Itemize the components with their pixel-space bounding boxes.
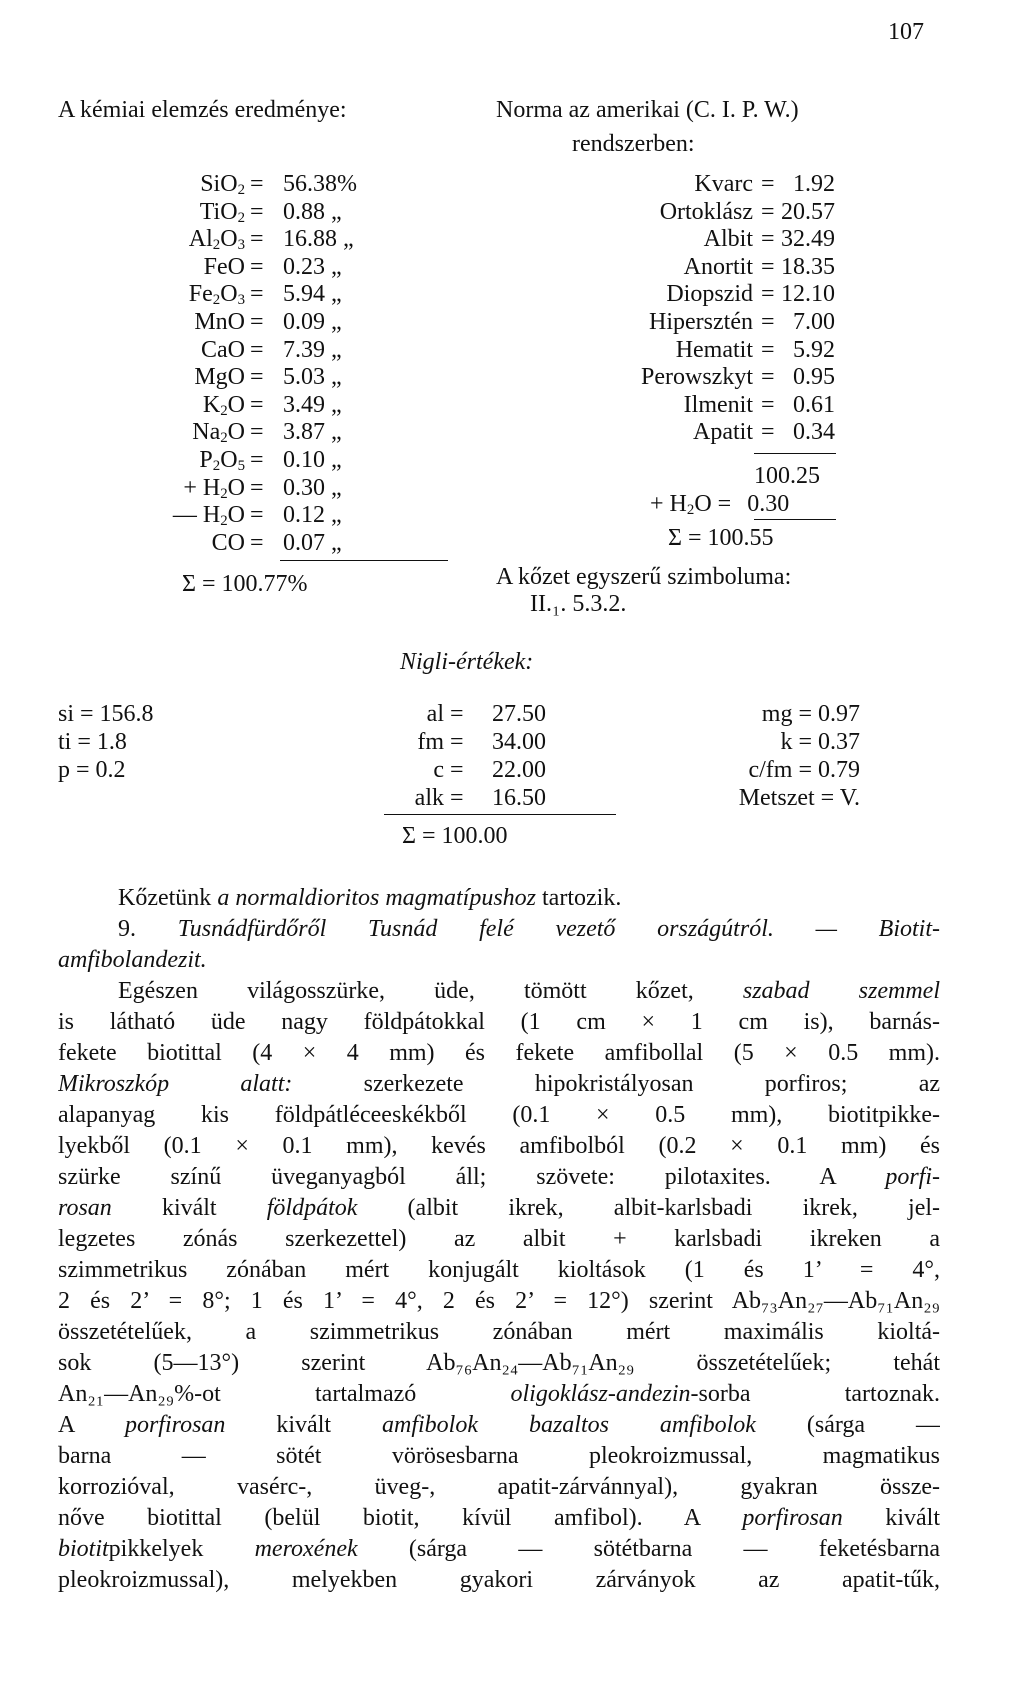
oxide-value: 5.94 „ bbox=[283, 281, 342, 308]
mineral-name: Apatit bbox=[693, 419, 753, 446]
text-line: Egészen világosszürke, üde, tömött kőzet, szabad szemmel bbox=[118, 978, 940, 1004]
nigli-value: k = 0.37 bbox=[780, 729, 860, 755]
norm-rule-2 bbox=[754, 519, 836, 520]
text-line: is látható üde nagy földpátokkal (1 cm × 1 cm is), barnás- bbox=[58, 1009, 940, 1035]
oxide-value: 7.39 „ bbox=[283, 336, 342, 363]
oxide-formula: $Na_2O$ bbox=[192, 419, 245, 447]
equals-sign: = bbox=[450, 785, 464, 811]
mineral-value: 20.57 bbox=[781, 198, 835, 225]
norm-sum: Σ = 100.55 bbox=[668, 525, 774, 551]
oxide-value: 16.88 „ bbox=[283, 226, 354, 253]
norm-subtotal: 100.25 bbox=[754, 463, 820, 489]
equals-sign: = bbox=[250, 419, 264, 446]
nigli-value: ti = 1.8 bbox=[58, 729, 127, 755]
text-body bbox=[58, 883, 940, 1596]
text-line: Mikroszkóp alatt: szerkezete hipokristályosan porfiros; az bbox=[58, 1071, 940, 1097]
oxide-value: 5.03 „ bbox=[283, 364, 342, 391]
oxide-value: 3.87 „ bbox=[283, 419, 342, 446]
nigli-left bbox=[58, 700, 218, 800]
classification-line: Kőzetünk a normaldioritos magmatípushoz tartozik. bbox=[118, 885, 622, 911]
norm-water-formula: + $H_2O$ = bbox=[650, 491, 732, 518]
text-line: szimmetrikus zónában mért konjugált kioltások (1 és 1’ = 4°, bbox=[58, 1257, 940, 1283]
nigli-value: c/fm = 0.79 bbox=[748, 757, 860, 783]
section-heading-cont: amfibolandezit. bbox=[58, 947, 207, 973]
oxide-value: 0.09 „ bbox=[283, 309, 342, 335]
oxide-value: 0.10 „ bbox=[283, 447, 342, 473]
text-line: összetételűek, a szimmetrikus zónában mért maximális kioltá- bbox=[58, 1319, 940, 1345]
nigli-value: Metszet = V. bbox=[738, 785, 860, 811]
oxide-formula: FeO bbox=[203, 253, 245, 280]
nigli-value: 34.00 bbox=[492, 729, 546, 755]
text-line: An₂₁—An₂₉%-ot tartalmazó oligoklász-andezin-sorba tartoznak. bbox=[58, 1381, 940, 1407]
mineral-name: Hematit bbox=[675, 336, 753, 363]
equals-sign: = bbox=[250, 529, 264, 556]
mineral-name: Ortoklász bbox=[659, 198, 753, 225]
equals-sign: = bbox=[761, 198, 775, 225]
oxide-value: 3.49 „ bbox=[283, 391, 342, 418]
heading-chemical: A kémiai elemzés eredménye: bbox=[58, 97, 347, 123]
nigli-name: al bbox=[426, 701, 444, 727]
nigli-rule bbox=[384, 814, 616, 815]
oxide-formula: $P_2O_5$ bbox=[199, 447, 245, 474]
oxide-value: 0.88 „ bbox=[283, 198, 342, 225]
symbol-line-1: A kőzet egyszerű szimboluma: bbox=[496, 564, 792, 590]
text-line: nőve biotittal (belül biotit, kívül amfibol). A porfirosan kivált bbox=[58, 1505, 940, 1531]
heading-norm-sub: rendszerben: bbox=[572, 131, 695, 157]
text-line: biotitpikkelyek meroxének (sárga — sötétbarna — feketésbarna bbox=[58, 1536, 940, 1562]
oxide-formula: MgO bbox=[194, 364, 245, 391]
equals-sign: = bbox=[250, 309, 264, 335]
mineral-value: 0.95 bbox=[793, 364, 835, 391]
norm-water bbox=[650, 490, 789, 522]
section-heading: 9. Tusnádfürdőről Tusnád felé vezető országútról. — Biotit- bbox=[118, 916, 940, 942]
nigli-name: c bbox=[433, 757, 444, 783]
equals-sign: = bbox=[250, 281, 264, 308]
heading-norm: Norma az amerikai (C. I. P. W.) bbox=[496, 97, 799, 123]
mineral-value: 7.00 bbox=[793, 309, 835, 335]
nigli-value: p = 0.2 bbox=[58, 757, 126, 783]
text-line: lyekből (0.1 × 0.1 mm), kevés amfibolból (0.2 × 0.1 mm) és bbox=[58, 1133, 940, 1159]
mineral-name: Kvarc bbox=[694, 171, 753, 197]
oxide-formula: $K_2O$ bbox=[202, 391, 245, 419]
page-number: 107 bbox=[888, 19, 924, 45]
mineral-value: 18.35 bbox=[781, 253, 835, 280]
text-line: legzetes zónás szerkezettel) az albit + karlsbadi ikreken a bbox=[58, 1226, 940, 1252]
nigli-value: si = 156.8 bbox=[58, 701, 154, 727]
oxide-formula: $Al_2O_3$ bbox=[188, 226, 245, 254]
oxide-formula: SiO$_2$ bbox=[200, 171, 245, 198]
chemical-table bbox=[0, 170, 480, 570]
oxide-value: 0.07 „ bbox=[283, 529, 342, 556]
nigli-value: 16.50 bbox=[492, 785, 546, 811]
mineral-name: Anortit bbox=[683, 253, 753, 280]
text-line: fekete biotittal (4 × 4 mm) és fekete amfibollal (5 × 0.5 mm). bbox=[58, 1040, 940, 1066]
oxide-value: 0.30 „ bbox=[283, 474, 342, 501]
oxide-formula: + $H_2O$ bbox=[183, 474, 245, 502]
text-line: barna — sötét vörösesbarna pleokroizmussal, magmatikus bbox=[58, 1443, 940, 1469]
equals-sign: = bbox=[250, 336, 264, 363]
nigli-name: fm bbox=[417, 729, 444, 755]
nigli-value: 22.00 bbox=[492, 757, 546, 783]
text-line: 2 és 2’ = 8°; 1 és 1’ = 4°, 2 és 2’ = 12°) szerint Ab₇₃An₂₇—Ab₇₁An₂₉ bbox=[58, 1288, 940, 1314]
equals-sign: = bbox=[250, 253, 264, 280]
equals-sign: = bbox=[761, 364, 775, 391]
mineral-value: 5.92 bbox=[793, 336, 835, 363]
equals-sign: = bbox=[450, 729, 464, 755]
nigli-value: mg = 0.97 bbox=[761, 701, 860, 727]
equals-sign: = bbox=[450, 757, 464, 783]
symbol-line-2: II.₁. 5.3.2. bbox=[530, 591, 627, 617]
text-line: A porfirosan kivált amfibolok bazaltos amfibolok (sárga — bbox=[58, 1412, 940, 1438]
norm-water-value: 0.30 bbox=[747, 491, 790, 517]
chemical-sum: Σ = 100.77% bbox=[182, 571, 308, 597]
equals-sign: = bbox=[761, 336, 775, 363]
equals-sign: = bbox=[761, 226, 775, 253]
oxide-formula: TiO$_2$ bbox=[199, 198, 245, 226]
norm-table bbox=[480, 170, 1000, 480]
text-line: pleokroizmussal), melyekben gyakori zárványok az apatit-tűk, bbox=[58, 1567, 940, 1593]
nigli-mid bbox=[380, 700, 620, 820]
oxide-value: 0.12 „ bbox=[283, 502, 342, 529]
oxide-formula: $Fe_2O_3$ bbox=[188, 281, 245, 309]
oxide-formula: MnO bbox=[194, 309, 245, 335]
mineral-value: 12.10 bbox=[781, 281, 835, 308]
mineral-value: 1.92 bbox=[793, 171, 835, 197]
description-lines bbox=[58, 976, 940, 1596]
text-line: sok (5—13°) szerint Ab₇₆An₂₄—Ab₇₁An₂₉ összetételűek; tehát bbox=[58, 1350, 940, 1376]
mineral-name: Diopszid bbox=[666, 281, 753, 308]
equals-sign: = bbox=[250, 391, 264, 418]
equals-sign: = bbox=[761, 309, 775, 335]
oxide-formula: CO bbox=[211, 529, 245, 556]
mineral-name: Ilmenit bbox=[683, 391, 753, 418]
mineral-name: Albit bbox=[703, 226, 753, 253]
equals-sign: = bbox=[761, 391, 775, 418]
nigli-right bbox=[700, 700, 860, 820]
text-line: korrozióval, vasérc-, üveg-, apatit-zárvánnyal), gyakran össze- bbox=[58, 1474, 940, 1500]
mineral-name: Hipersztén bbox=[649, 309, 753, 335]
mineral-value: 0.34 bbox=[793, 419, 835, 446]
nigli-value: 27.50 bbox=[492, 701, 546, 727]
equals-sign: = bbox=[250, 226, 264, 253]
equals-sign: = bbox=[250, 198, 264, 225]
norm-rule-1 bbox=[754, 453, 836, 454]
oxide-formula: CaO bbox=[201, 336, 245, 363]
nigli-name: alk bbox=[414, 785, 444, 811]
oxide-formula: — $H_2O$ bbox=[172, 502, 245, 530]
nigli-mid-sum: Σ = 100.00 bbox=[402, 823, 508, 849]
chemical-rule bbox=[280, 560, 448, 561]
nigli-title: Nigli-értékek: bbox=[400, 649, 534, 675]
oxide-value: 56.38% bbox=[283, 171, 357, 197]
equals-sign: = bbox=[761, 281, 775, 308]
equals-sign: = bbox=[761, 171, 775, 197]
equals-sign: = bbox=[250, 171, 264, 197]
text-line: alapanyag kis földpátléceeskékből (0.1 × 0.5 mm), biotitpikke- bbox=[58, 1102, 940, 1128]
text-line: szürke színű üveganyagból áll; szövete: pilotaxites. A porfi- bbox=[58, 1164, 940, 1190]
mineral-value: 32.49 bbox=[781, 226, 835, 253]
oxide-value: 0.23 „ bbox=[283, 253, 342, 280]
text-line: rosan kivált földpátok (albit ikrek, albit-karlsbadi ikrek, jel- bbox=[58, 1195, 940, 1221]
equals-sign: = bbox=[250, 474, 264, 501]
equals-sign: = bbox=[450, 701, 464, 727]
mineral-name: Perowszkyt bbox=[641, 364, 753, 391]
equals-sign: = bbox=[250, 447, 264, 473]
equals-sign: = bbox=[761, 253, 775, 280]
mineral-value: 0.61 bbox=[793, 391, 835, 418]
equals-sign: = bbox=[250, 364, 264, 391]
equals-sign: = bbox=[761, 419, 775, 446]
equals-sign: = bbox=[250, 502, 264, 529]
